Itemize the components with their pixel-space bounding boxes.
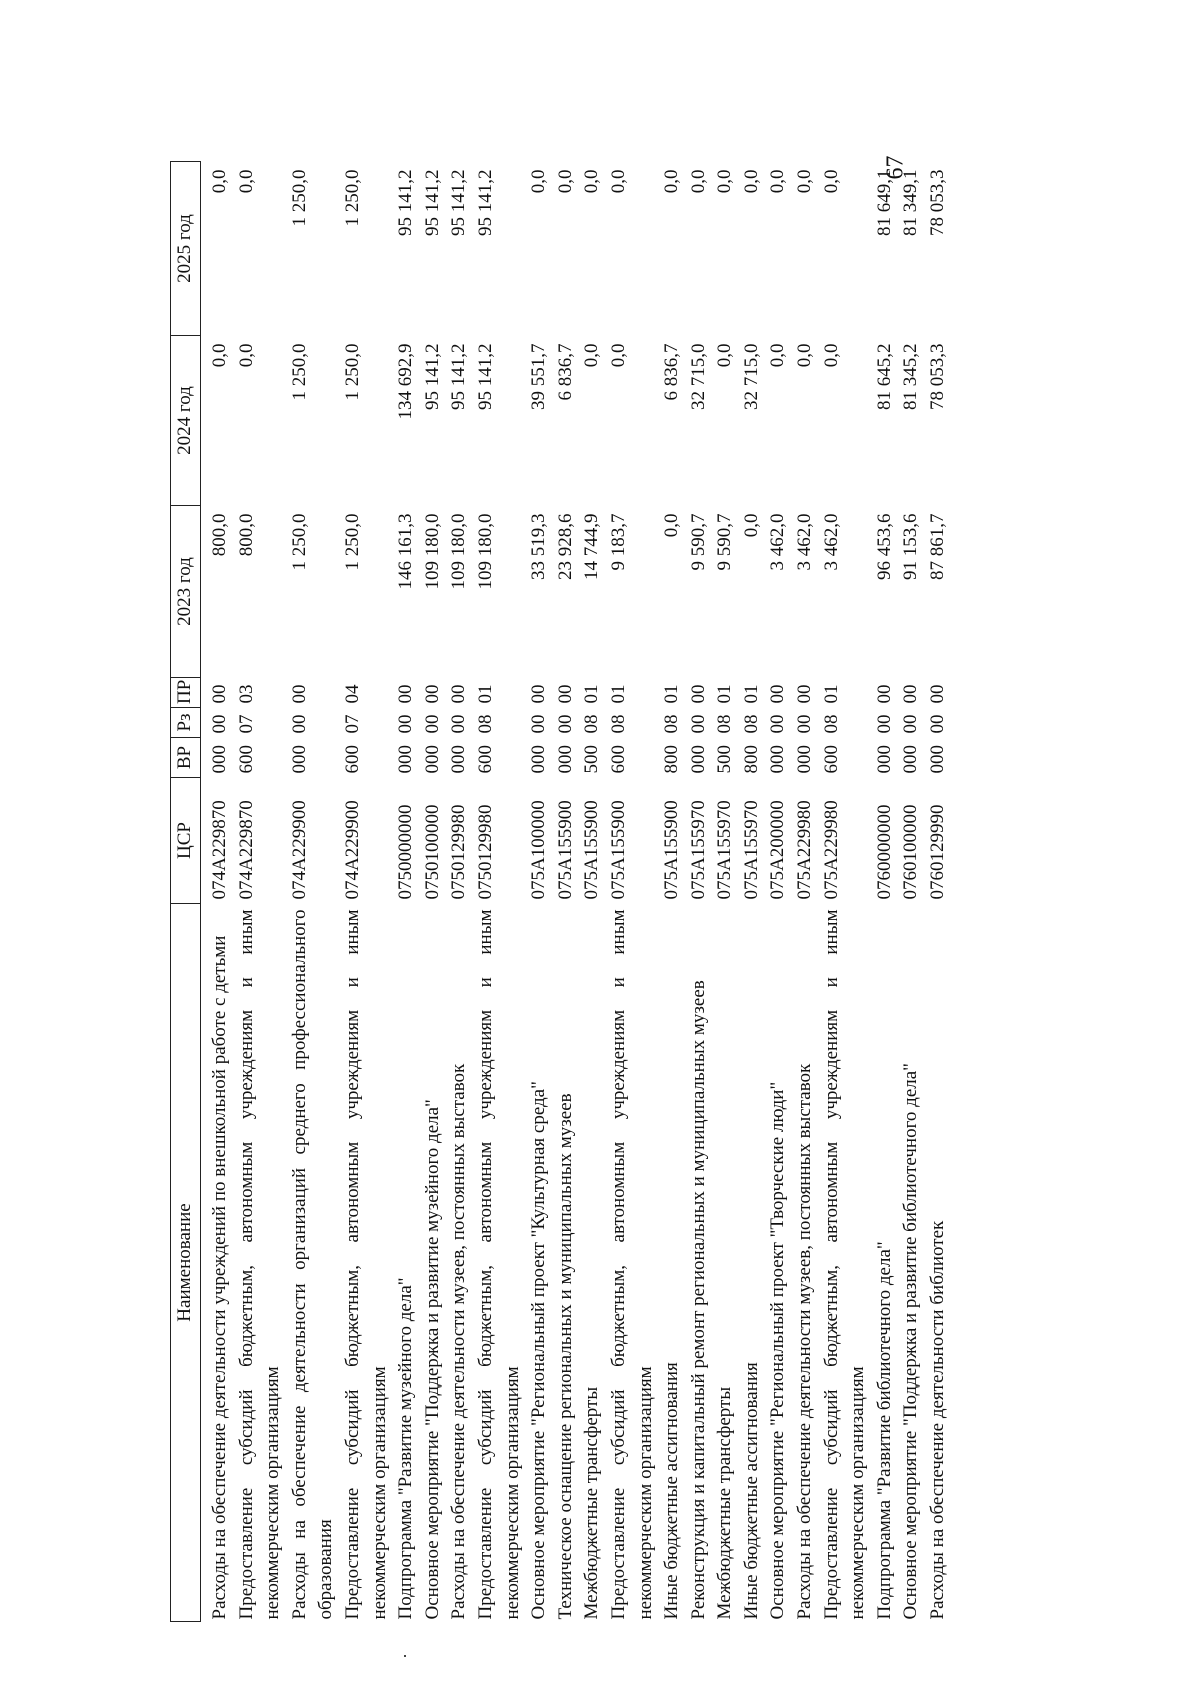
cell-2023: 96 453,6 [873,513,895,580]
table-row [446,162,473,1622]
cell-2024: 6 836,7 [554,343,576,401]
cell-2023: 800,0 [235,513,257,557]
cell-csr: 074А229870 [235,800,257,900]
cell-name: Расходы на обеспечение деятельности музеев, постоянных выставок [794,1063,816,1620]
cell-pr: 01 [581,684,603,704]
cell-2023: 9 590,7 [687,513,709,571]
cell-csr: 0750000000 [395,804,417,900]
table-row [526,162,553,1622]
cell-name: Межбюджетные трансферты [581,1386,603,1620]
cell-rz: 00 [767,714,789,734]
cell-2023: 1 250,0 [341,513,363,571]
cell-vr: 500 [714,745,736,774]
cell-vr: 000 [900,745,922,774]
cell-2023: 9 183,7 [607,513,629,571]
cell-2025: 0,0 [794,169,816,194]
cell-vr: 000 [767,745,789,774]
cell-vr: 000 [554,745,576,774]
cell-vr: 000 [448,745,470,774]
cell-vr: 600 [474,745,496,774]
cell-name: Реконструкция и капитальный ремонт региональных и муниципальных музеев [687,980,709,1620]
cell-name: Иные бюджетные ассигнования [661,1362,683,1620]
cell-vr: 600 [235,745,257,774]
cell-csr: 075А229980 [794,800,816,900]
cell-2024: 6 836,7 [661,343,683,401]
cell-2024: 81 345,2 [900,343,922,410]
cell-vr: 000 [927,745,949,774]
cell-rz: 08 [714,714,736,734]
header-rz: Рз [171,708,201,738]
cell-rz: 00 [528,714,550,734]
table-row [819,162,872,1622]
cell-2024: 1 250,0 [341,343,363,401]
cell-2024: 0,0 [767,343,789,368]
cell-name: Расходы на обеспечение деятельности библиотек [927,1220,949,1620]
cell-pr: 00 [927,684,949,704]
cell-name: Расходы на обеспечение деятельности учреждений по внешкольной работе с детьми [209,935,230,1620]
cell-2023: 109 180,0 [421,513,443,590]
cell-2023: 3 462,0 [767,513,789,571]
cell-2025: 0,0 [235,169,257,194]
cell-vr: 000 [794,745,816,774]
cell-rz: 00 [900,714,922,734]
cell-name: Расходы на обеспечение деятельности организаций среднего профессионального образования [288,909,337,1620]
cell-2024: 134 692,9 [395,343,417,420]
cell-2023: 87 861,7 [927,513,949,580]
cell-2025: 0,0 [528,169,550,194]
cell-2023: 0,0 [740,513,762,538]
cell-rz: 00 [873,714,895,734]
table-row [925,162,952,1622]
cell-pr: 01 [714,684,736,704]
table-row [553,162,580,1622]
cell-pr: 00 [900,684,922,704]
cell-2025: 0,0 [209,169,230,194]
header-vr: ВР [171,738,201,778]
cell-csr: 0760129990 [927,804,949,900]
cell-csr: 075А155970 [714,800,736,900]
cell-name: Подпрограмма "Развитие библиотечного дела" [873,1241,895,1620]
cell-2023: 23 928,6 [554,513,576,580]
cell-2023: 1 250,0 [288,513,310,571]
cell-2025: 0,0 [767,169,789,194]
cell-pr: 00 [395,684,417,704]
table-row [792,162,819,1622]
cell-name: Подпрограмма "Развитие музейного дела" [395,1277,417,1620]
budget-table [170,161,952,1622]
cell-pr: 00 [288,684,310,704]
cell-2023: 33 519,3 [528,513,550,580]
cell-name: Основное мероприятие "Региональный проект "Творческие люди" [767,1081,789,1620]
cell-rz: 00 [209,714,230,734]
cell-rz: 07 [235,714,257,734]
table-row [207,162,234,1622]
table-row [473,162,526,1622]
cell-2024: 0,0 [607,343,629,368]
header-2023: 2023 год [171,506,201,678]
cell-2025: 0,0 [554,169,576,194]
cell-name: Иные бюджетные ассигнования [740,1362,762,1620]
cell-2025: 95 141,2 [421,169,443,236]
table-row [393,162,420,1622]
cell-2024: 81 645,2 [873,343,895,410]
cell-2025: 1 250,0 [341,169,363,227]
cell-rz: 00 [288,714,310,734]
table-row [340,162,393,1622]
cell-pr: 00 [209,684,230,704]
cell-csr: 0750129980 [448,804,470,900]
cell-2024: 0,0 [235,343,257,368]
cell-rz: 08 [581,714,603,734]
cell-2025: 0,0 [661,169,683,194]
cell-name: Основное мероприятие "Поддержка и развитие библиотечного дела" [900,1063,922,1620]
cell-2024: 1 250,0 [288,343,310,401]
cell-csr: 075А100000 [528,800,550,900]
cell-name: Межбюджетные трансферты [714,1386,736,1620]
cell-name: Основное мероприятие "Поддержка и развитие музейного дела" [421,1099,443,1620]
header-name: Наименование [171,904,201,1622]
cell-2025: 0,0 [820,169,842,194]
cell-rz: 00 [687,714,709,734]
cell-2025: 1 250,0 [288,169,310,227]
cell-vr: 500 [581,745,603,774]
cell-rz: 00 [395,714,417,734]
cell-2023: 91 153,6 [900,513,922,580]
cell-2024: 0,0 [581,343,603,368]
rotated-table-container [170,162,949,1622]
cell-vr: 800 [661,745,683,774]
cell-rz: 08 [820,714,842,734]
cell-2023: 14 744,9 [581,513,603,580]
cell-vr: 000 [873,745,895,774]
cell-2024: 95 141,2 [421,343,443,410]
cell-csr: 074А229900 [341,800,363,900]
cell-rz: 08 [474,714,496,734]
cell-2025: 95 141,2 [474,169,496,236]
cell-2024: 95 141,2 [448,343,470,410]
cell-csr: 075А155900 [607,800,629,900]
table-row [765,162,792,1622]
cell-2025: 78 053,3 [927,169,949,236]
table-row [898,162,925,1622]
cell-csr: 075А155970 [740,800,762,900]
cell-name: Предоставление субсидий бюджетным, автономным учреждениям и иным некоммерческим организациям [235,909,284,1620]
cell-name: Предоставление субсидий бюджетным, автономным учреждениям и иным некоммерческим организациям [341,909,390,1620]
cell-2025: 0,0 [581,169,603,194]
cell-vr: 600 [820,745,842,774]
cell-2025: 81 649,1 [873,169,895,236]
cell-rz: 00 [927,714,949,734]
scan-dot [404,1655,406,1657]
cell-vr: 000 [395,745,417,774]
cell-pr: 00 [873,684,895,704]
cell-rz: 00 [554,714,576,734]
cell-csr: 075А155970 [687,800,709,900]
cell-pr: 01 [820,684,842,704]
cell-pr: 01 [740,684,762,704]
cell-csr: 075А155900 [661,800,683,900]
cell-pr: 00 [421,684,443,704]
cell-name: Техническое оснащение региональных и муниципальных музеев [554,1093,576,1620]
cell-vr: 000 [288,745,310,774]
cell-csr: 0750100000 [421,804,443,900]
header-csr: ЦСР [171,778,201,904]
cell-vr: 800 [740,745,762,774]
cell-2023: 3 462,0 [820,513,842,571]
cell-2024: 39 551,7 [528,343,550,410]
cell-2025: 0,0 [607,169,629,194]
cell-name: Основное мероприятие "Региональный проект "Культурная среда" [528,1081,550,1620]
cell-vr: 000 [421,745,443,774]
cell-2025: 0,0 [740,169,762,194]
cell-2024: 32 715,0 [740,343,762,410]
cell-2023: 3 462,0 [794,513,816,571]
cell-csr: 075А229980 [820,800,842,900]
header-2024: 2024 год [171,336,201,506]
cell-2024: 78 053,3 [927,343,949,410]
cell-pr: 00 [767,684,789,704]
cell-2023: 0,0 [661,513,683,538]
cell-name: Предоставление субсидий бюджетным, автономным учреждениям и иным некоммерческим организациям [820,909,869,1620]
cell-pr: 00 [528,684,550,704]
cell-2024: 32 715,0 [687,343,709,410]
cell-rz: 07 [341,714,363,734]
cell-name: Предоставление субсидий бюджетным, автономным учреждениям и иным некоммерческим организациям [607,909,656,1620]
cell-pr: 00 [794,684,816,704]
cell-2023: 109 180,0 [474,513,496,590]
cell-pr: 00 [687,684,709,704]
table-row [420,162,447,1622]
cell-csr: 074А229870 [209,800,230,900]
cell-csr: 074А229900 [288,800,310,900]
cell-pr: 00 [554,684,576,704]
cell-pr: 01 [474,684,496,704]
cell-rz: 08 [661,714,683,734]
header-pr: ПР [171,678,201,708]
cell-vr: 600 [607,745,629,774]
page-number: 67 [882,155,909,180]
cell-csr: 075А200000 [767,800,789,900]
cell-2023: 109 180,0 [448,513,470,590]
cell-vr: 000 [209,745,230,774]
cell-name: Предоставление субсидий бюджетным, автономным учреждениям и иным некоммерческим организациям [474,909,523,1620]
header-2025: 2025 год [171,162,201,336]
cell-csr: 075А155900 [554,800,576,900]
cell-pr: 03 [235,684,257,704]
cell-vr: 000 [528,745,550,774]
cell-2025: 0,0 [687,169,709,194]
table-row [579,162,606,1622]
table-row [739,162,766,1622]
cell-rz: 08 [740,714,762,734]
table-header [171,162,201,1622]
cell-2025: 81 349,1 [900,169,922,236]
cell-2024: 0,0 [714,343,736,368]
cell-csr: 0760100000 [900,804,922,900]
cell-pr: 00 [448,684,470,704]
cell-pr: 04 [341,684,363,704]
cell-name: Расходы на обеспечение деятельности музеев, постоянных выставок [448,1063,470,1620]
table-row [287,162,340,1622]
cell-rz: 00 [794,714,816,734]
cell-csr: 075А155900 [581,800,603,900]
table-row [686,162,713,1622]
cell-vr: 000 [687,745,709,774]
cell-2023: 9 590,7 [714,513,736,571]
cell-rz: 00 [448,714,470,734]
cell-2024: 0,0 [209,343,230,368]
cell-2024: 0,0 [820,343,842,368]
cell-pr: 01 [661,684,683,704]
table-row [606,162,659,1622]
cell-2024: 0,0 [794,343,816,368]
table-row [659,162,686,1622]
cell-pr: 01 [607,684,629,704]
cell-rz: 00 [421,714,443,734]
table-row [872,162,899,1622]
cell-vr: 600 [341,745,363,774]
cell-2025: 0,0 [714,169,736,194]
cell-csr: 0750129980 [474,804,496,900]
cell-2023: 800,0 [209,513,230,557]
cell-csr: 0760000000 [873,804,895,900]
cell-2025: 95 141,2 [448,169,470,236]
cell-2025: 95 141,2 [395,169,417,236]
cell-rz: 08 [607,714,629,734]
table-body [201,162,952,1622]
table-row [234,162,287,1622]
cell-2024: 95 141,2 [474,343,496,410]
table-row [712,162,739,1622]
cell-2023: 146 161,3 [395,513,417,590]
